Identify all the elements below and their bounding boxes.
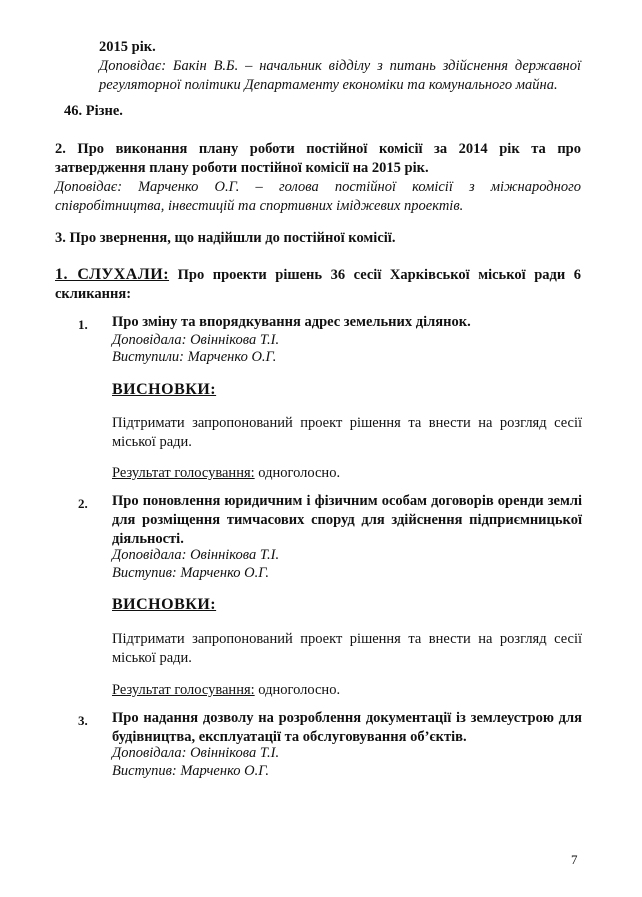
section-2-speaker: Доповідає: Марченко О.Г. – голова постійної комісії з міжнародного співробітництва, інвестицій та спортивних іміджевих проектів.: [55, 179, 581, 214]
section-3-title: 3. Про звернення, що надійшли до постійної комісії.: [55, 230, 396, 246]
item-2-title: Про поновлення юридичним і фізичним особам договорів оренди землі для розміщення тимчасових споруд для здійснення підприємницької діяльності.: [112, 493, 582, 547]
item-1-number: 1.: [78, 317, 88, 332]
item-2-vote-label: Результат голосування:: [112, 682, 255, 698]
top-item-year: 2015 рік.: [99, 39, 156, 55]
item-46-label: 46. Різне.: [64, 103, 123, 119]
top-item-speaker: Доповідає: Бакін В.Б. – начальник відділу з питань здійснення державної регуляторної політики Департаменту економіки та комунального майна.: [99, 58, 581, 93]
item-2-reporter: Доповідала: Овіннікова Т.І.: [112, 547, 280, 563]
heard-paragraph: [55, 265, 581, 304]
item-1-vote-value: одноголосно.: [254, 465, 341, 481]
item-1-speakers: Виступили: Марченко О.Г.: [112, 349, 277, 365]
item-1-conclusions-label: ВИСНОВКИ:: [112, 381, 217, 398]
page-number: 7: [571, 852, 578, 867]
item-2-vote: [112, 681, 340, 700]
heard-label: 1. СЛУХАЛИ:: [55, 266, 170, 283]
item-1-reporter: Доповідала: Овіннікова Т.І.: [112, 332, 280, 348]
item-2-conclusion: Підтримати запропонований проект рішення та внести на розгляд сесії міської ради.: [112, 631, 582, 666]
item-3-number: 3.: [78, 713, 88, 728]
item-1-vote: [112, 464, 340, 483]
item-3-reporter: Доповідала: Овіннікова Т.І.: [112, 745, 280, 761]
heard-text: Про проекти рішень 36 сесії Харківської міської ради 6 скликання:: [55, 267, 582, 302]
item-1-conclusion: Підтримати запропонований проект рішення та внести на розгляд сесії міської ради.: [112, 415, 582, 450]
section-2-title: 2. Про виконання плану роботи постійної комісії за 2014 рік та про затвердження плану роботи постійної комісії на 2015 рік.: [55, 141, 581, 176]
item-1-vote-label: Результат голосування:: [112, 465, 255, 481]
item-2-number: 2.: [78, 496, 88, 511]
item-2-conclusions-label: ВИСНОВКИ:: [112, 596, 217, 613]
item-3-speakers: Виступив: Марченко О.Г.: [112, 763, 270, 779]
item-2-vote-value: одноголосно.: [254, 682, 341, 698]
item-2-speakers: Виступив: Марченко О.Г.: [112, 565, 270, 581]
item-1-title: Про зміну та впорядкування адрес земельних ділянок.: [112, 314, 471, 330]
item-3-title: Про надання дозволу на розроблення документації із землеустрою для будівництва, експлуатації та обслуговування об’єктів.: [112, 710, 582, 745]
